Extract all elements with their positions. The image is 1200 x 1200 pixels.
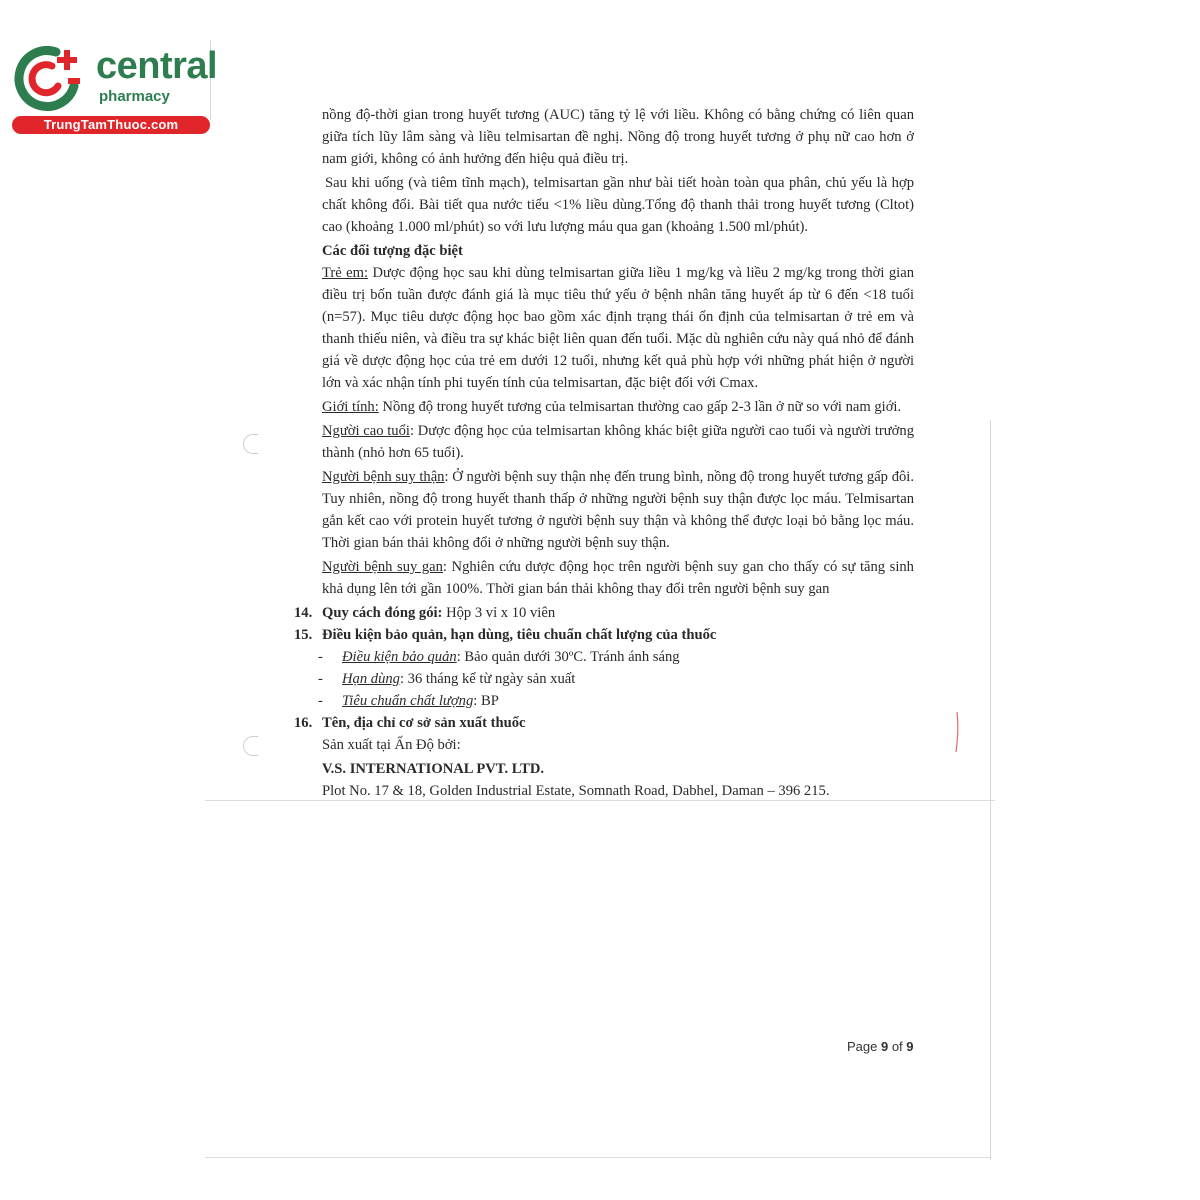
document-body — [294, 104, 914, 804]
paragraph-hepatic — [322, 556, 914, 600]
made-in-line: Sản xuất tại Ấn Độ bởi: — [322, 737, 461, 753]
page-of: of — [888, 1039, 907, 1054]
elderly-label: Người cao tuổi — [322, 423, 410, 439]
section-14 — [294, 602, 914, 624]
quality-standard-item — [318, 690, 914, 712]
manufacturer-address: Plot No. 17 & 18, Golden Industrial Estate, Somnath Road, Dabhel, Daman – 396 215. — [322, 783, 830, 799]
gender-label: Giới tính: — [322, 399, 379, 415]
section-15-number: 15. — [294, 627, 313, 643]
section-14-label: Quy cách đóng gói: — [322, 605, 443, 621]
renal-text: : Ở người bệnh suy thận nhẹ đến trung bình, nồng độ trong huyết tương gấp đôi. Tuy nhiên, nồng độ trong huyết thanh thấp ở những người bệnh suy thận được lọc máu. Telmisartan gắn kết cao với protein huyết tương ở người bệnh suy thận và không thể được loại bỏ bằng lọc máu. Thời gian bán thải không đổi ở những người bệnh suy thận. — [322, 469, 914, 551]
children-label: Trẻ em: — [322, 265, 369, 281]
renal-label: Người bệnh suy thận — [322, 469, 445, 485]
page-prefix: Page — [847, 1039, 881, 1054]
quality-standard-label: Tiêu chuẩn chất lượng — [342, 693, 474, 709]
storage-item — [318, 646, 914, 668]
logo-brand-text: central — [96, 45, 218, 87]
elderly-text: : Dược động học của telmisartan không khác biệt giữa người cao tuổi và người trưởng thành (nhỏ hơn 65 tuổi). — [322, 423, 914, 461]
shelf-life-item — [318, 668, 914, 690]
section-14-number: 14. — [294, 605, 313, 621]
storage-value: : Bảo quản dưới 30ºC. Tránh ánh sáng — [456, 649, 680, 665]
page-number — [847, 1039, 914, 1054]
hepatic-text: : Nghiên cứu dược động học trên người bệnh suy gan cho thấy có sự tăng sinh khả dụng lên tới gần 100%. Thời gian bán thải không thay đổi trên người bệnh suy gan — [322, 559, 914, 597]
paragraph-elderly — [322, 420, 914, 464]
sheet-right-edge — [990, 420, 991, 1160]
logo-ring-icon — [12, 42, 88, 112]
section-14-value: Hộp 3 vỉ x 10 viên — [442, 605, 556, 621]
page-total: 9 — [906, 1039, 914, 1054]
manufacturer-name: V.S. INTERNATIONAL PVT. LTD. — [322, 761, 545, 777]
shelf-life-dash: - — [318, 671, 323, 687]
gender-text: Nồng độ trong huyết tương của telmisartan thường cao gấp 2-3 lần ở nữ so với nam giới. — [378, 399, 902, 415]
storage-dash: - — [318, 649, 323, 665]
red-pen-mark — [955, 712, 959, 752]
section-15-title: Điều kiện bảo quản, hạn dùng, tiêu chuẩn chất lượng của thuốc — [322, 627, 717, 643]
section-16-number: 16. — [294, 715, 313, 731]
special-populations-heading: Các đối tượng đặc biệt — [322, 243, 463, 259]
punch-hole-bottom — [243, 736, 258, 756]
shelf-life-value: : 36 tháng kể từ ngày sản xuất — [399, 671, 576, 687]
paragraph-auc: nồng độ-thời gian trong huyết tương (AUC) tăng tỷ lệ với liều. Không có bằng chứng có liên quan giữa tích lũy lâm sàng và liều telmisartan đề nghị. Nồng độ trong huyết tương ở phụ nữ cao hơn ở nam giới, không có ảnh hưởng đến hiệu quả điều trị. — [322, 107, 914, 167]
sheet-bottom-edge — [205, 1157, 990, 1158]
paragraph-gender — [322, 396, 914, 418]
quality-standard-value: : BP — [473, 693, 499, 709]
central-pharmacy-logo[interactable] — [10, 38, 218, 138]
section-15 — [294, 624, 914, 646]
paragraph-renal — [322, 466, 914, 554]
page-current: 9 — [880, 1039, 889, 1054]
quality-standard-dash: - — [318, 693, 323, 709]
section-16-title: Tên, địa chỉ cơ sở sản xuất thuốc — [322, 715, 526, 731]
storage-label: Điều kiện bảo quản — [342, 649, 457, 665]
paragraph-children — [322, 262, 914, 394]
logo-sub-text: pharmacy — [99, 88, 170, 105]
section-16 — [294, 712, 914, 734]
punch-hole-top — [243, 434, 258, 454]
hepatic-label: Người bệnh suy gan — [322, 559, 443, 575]
children-text: Dược động học sau khi dùng telmisartan giữa liều 1 mg/kg và liều 2 mg/kg trong thời gian điều trị bốn tuần được đánh giá là mục tiêu thứ yếu ở bệnh nhân tăng huyết áp từ 6 đến <18 tuổi (n=57). Mục tiêu dược động học bao gồm xác định trạng thái ổn định của telmisartan ở trẻ em và thanh thiếu niên, và điều tra sự khác biệt liên quan đến tuổi. Mặc dù nghiên cứu này quá nhỏ để đánh giá về dược động học của trẻ em dưới 12 tuổi, nhưng kết quả phù hợp với những phát hiện ở người lớn và xác nhận tính phi tuyến tính của telmisartan, đặc biệt đối với Cmax. — [322, 265, 914, 391]
logo-site-link[interactable]: TrungTamThuoc.com — [12, 116, 210, 134]
shelf-life-label: Hạn dùng — [342, 671, 400, 687]
paragraph-excretion: Sau khi uống (và tiêm tĩnh mạch), telmisartan gần như bài tiết hoàn toàn qua phân, chủ yếu là hợp chất không đổi. Bài tiết qua nước tiểu <1% liều dùng.Tổng độ thanh thải trong huyết tương (Cltot) cao (khoảng 1.000 ml/phút) so với lưu lượng máu qua gan (khoảng 1.500 ml/phút). — [322, 175, 914, 235]
